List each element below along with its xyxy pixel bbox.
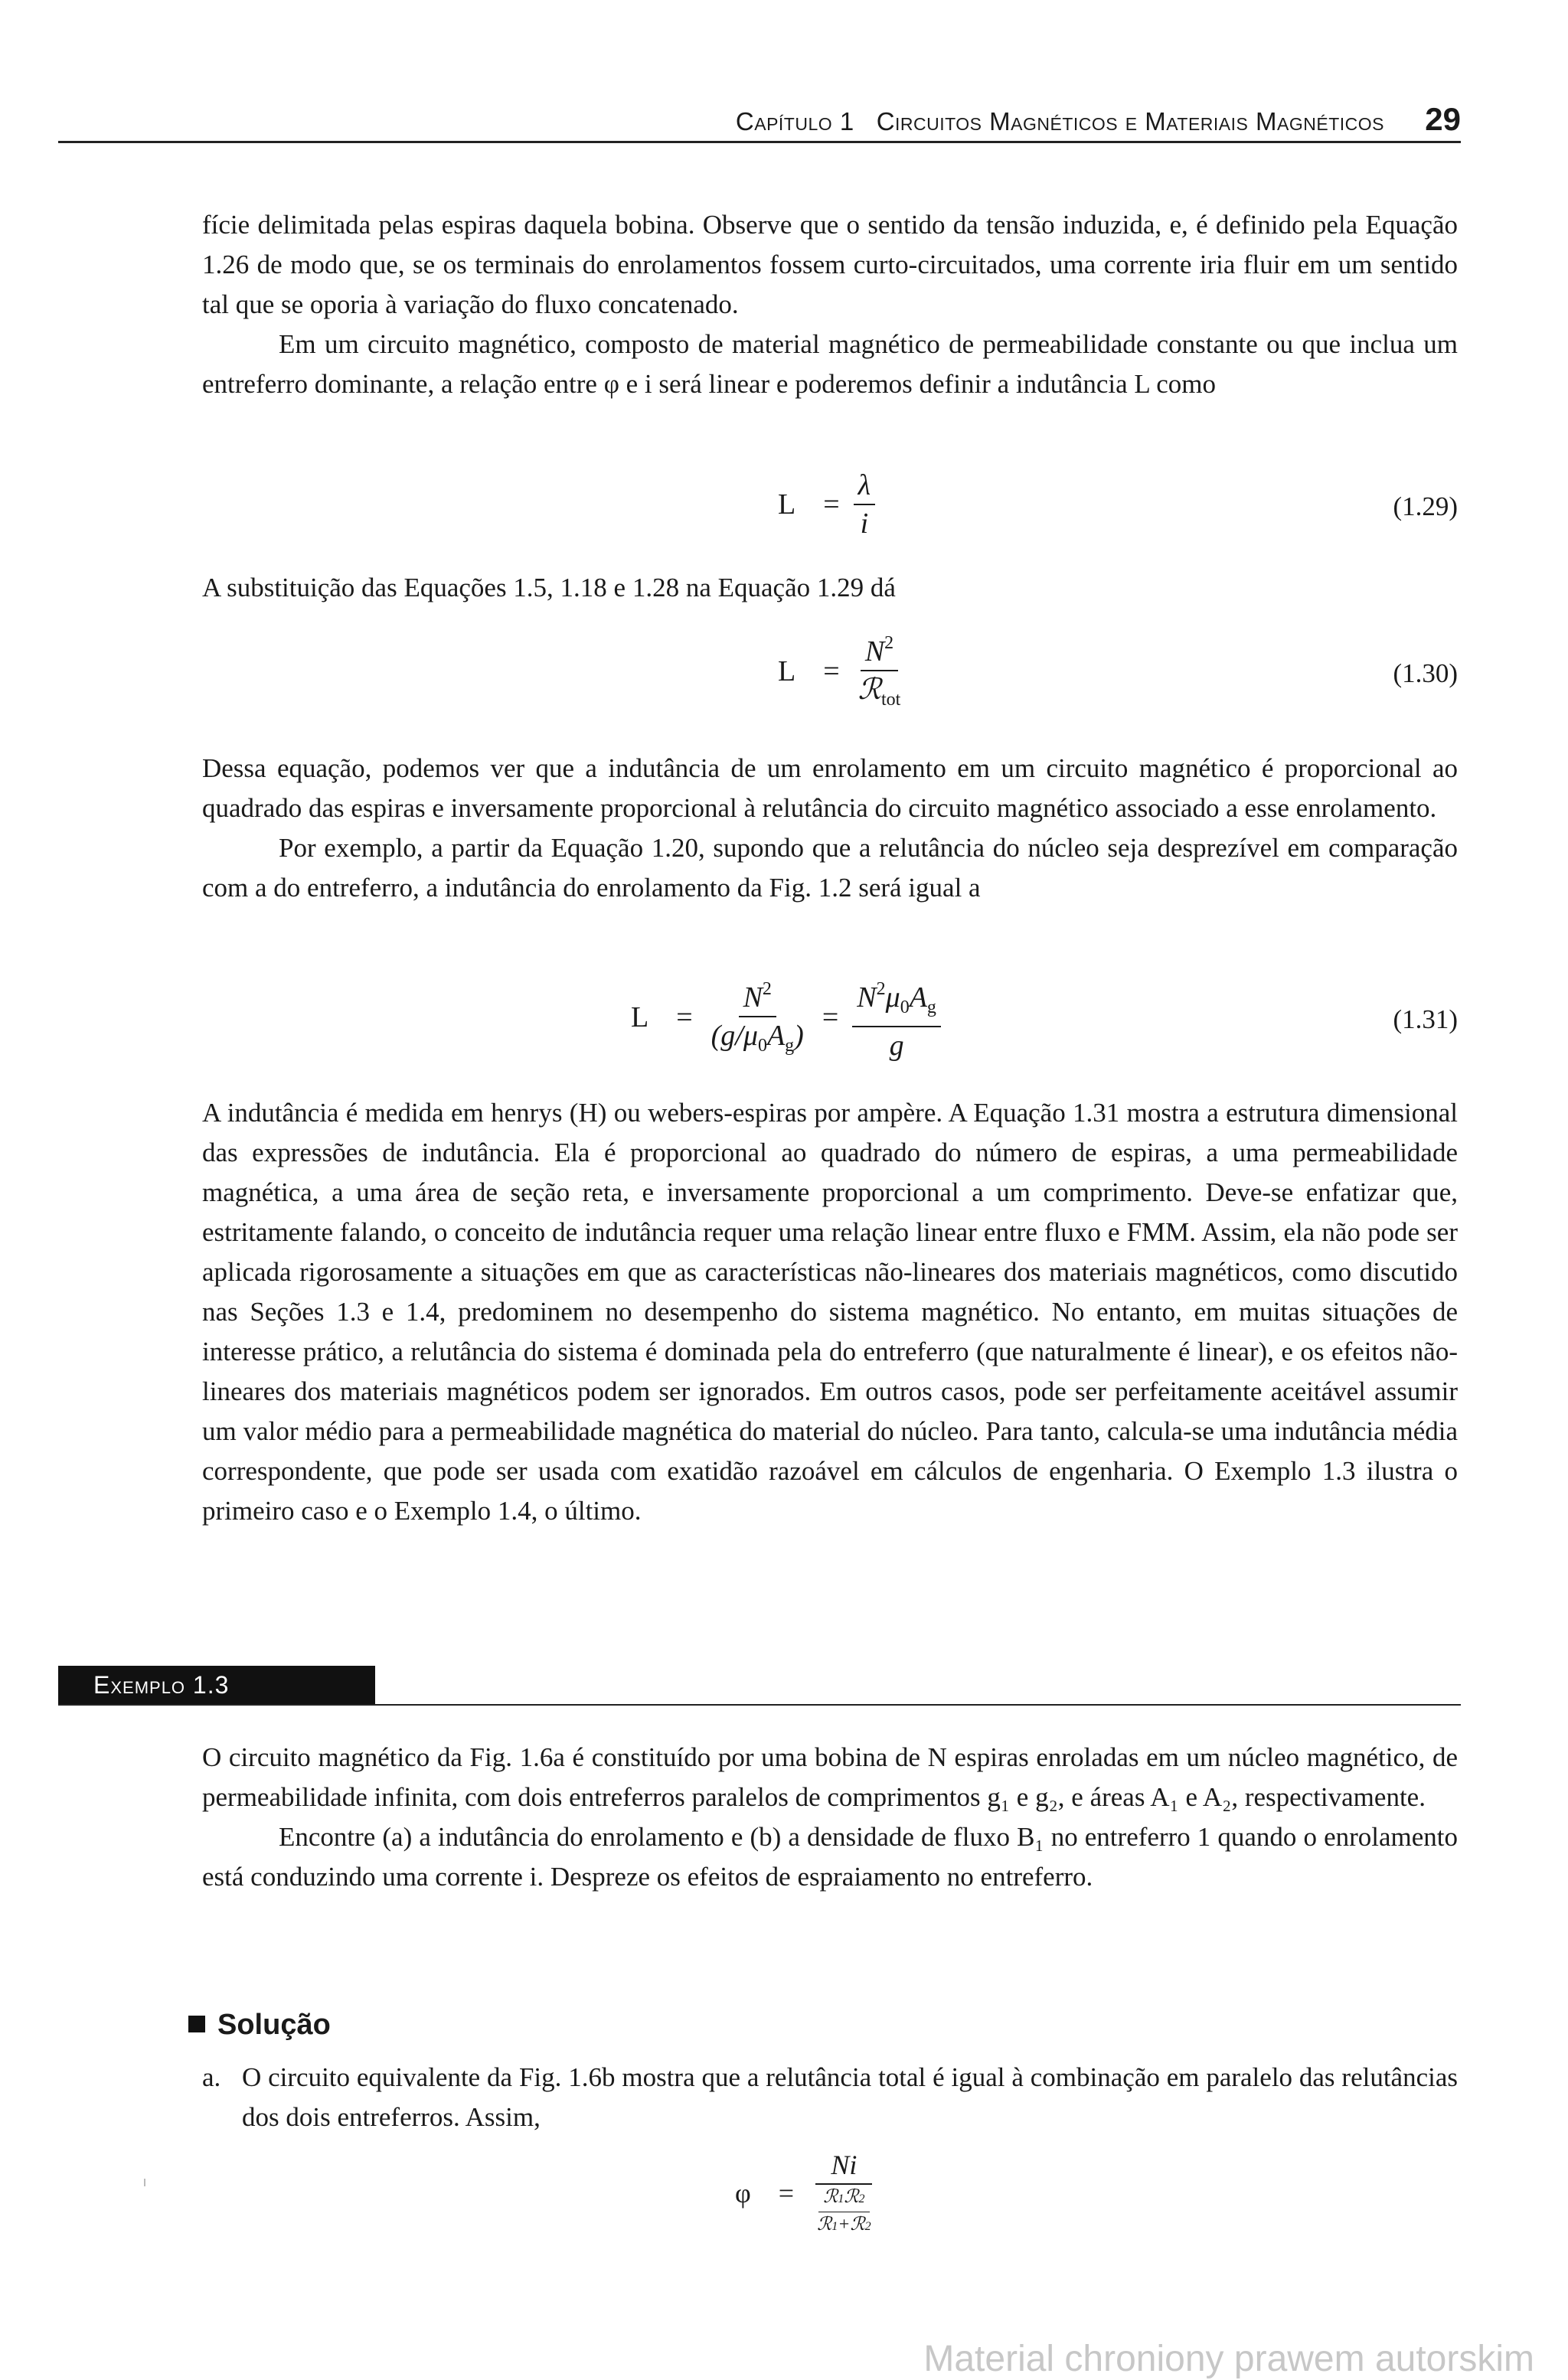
paragraph-block-1 bbox=[202, 205, 1458, 404]
running-header bbox=[58, 90, 1461, 143]
solution-heading-text: Solução bbox=[217, 2009, 331, 2041]
paragraph: Dessa equação, podemos ver que a indutância de um enrolamento em um circuito magnético é proporcional ao quadrado das espiras e inversamente proporcional à relutância do circuito magnético associado a esse enrolamento. bbox=[202, 753, 1458, 823]
flux-formula: φ = $\frac{Ni}{\frac{\text{ℛ1ℛ2}}{\text{ℛ1+ℛ2}}}$ bbox=[735, 2150, 871, 2235]
equation-number: (1.31) bbox=[1393, 1004, 1458, 1034]
inductance-reluctance-formula: L = $\frac{N^2}{ℛ_{tot}}$ bbox=[778, 626, 905, 717]
paragraph: Por exemplo, a partir da Equação 1.20, supondo que a relutância do núcleo seja desprezível em comparação com a do entreferro, a indutância do enrolamento da Fig. 1.2 será igual a bbox=[202, 833, 1458, 903]
square-bullet-icon bbox=[188, 2016, 205, 2032]
list-item-text: O circuito equivalente da Fig. 1.6b mostra que a relutância total é igual à combinação em paralelo das relutâncias dos dois entreferros. Assim, bbox=[242, 2062, 1458, 2132]
solution-heading bbox=[188, 2009, 331, 2042]
equation-1-31 bbox=[202, 972, 1458, 1062]
equation-number: (1.29) bbox=[1393, 491, 1458, 521]
equation-1-29 bbox=[202, 468, 1458, 545]
paragraph: Encontre (a) a indutância do enrolamento e (b) a densidade de fluxo B₁ no entreferro 1 quando o enrolamento está conduzindo uma corrente i. Despreze os efeitos de espraiamento no entreferro. bbox=[202, 1822, 1458, 1892]
list-marker: a. bbox=[202, 2062, 221, 2092]
paragraph: fície delimitada pelas espiras daquela bobina. Observe que o sentido da tensão induzida, e, é definido pela Equação 1.26 de modo que, se os terminais do enrolamentos fossem curto-circuitados, uma corrente iria fluir em um sentido tal que se oporia à variação do fluxo concatenado. bbox=[202, 210, 1458, 319]
example-label: Exemplo 1.3 bbox=[58, 1666, 375, 1704]
margin-mark bbox=[144, 2179, 145, 2186]
paragraph-block-2 bbox=[202, 568, 1458, 608]
equation-1-30 bbox=[202, 626, 1458, 710]
paragraph: A substituição das Equações 1.5, 1.18 e 1.28 na Equação 1.29 dá bbox=[202, 573, 896, 602]
equation-number: (1.30) bbox=[1393, 658, 1458, 688]
page-number: 29 bbox=[1425, 101, 1461, 137]
solution-item-a bbox=[202, 2058, 1458, 2137]
air-gap-inductance-formula: L = $\frac{N^2}{(g/\mu_0A_g)}$ = $\frac{N^2\mu_0A_g}{g}$ bbox=[631, 972, 941, 1063]
paragraph: Em um circuito magnético, composto de material magnético de permeabilidade constante ou que inclua um entreferro dominante, a relação entre φ e i será linear e poderemos definir a indutância L como bbox=[202, 329, 1458, 399]
paragraph-block-3 bbox=[202, 749, 1458, 908]
paragraph: O circuito magnético da Fig. 1.6a é constituído por uma bobina de N espiras enroladas em um núcleo magnético, de permeabilidade infinita, com dois entreferros paralelos de comprimentos g₁ e g₂, e áreas A₁ e A₂, respectivamente. bbox=[202, 1742, 1458, 1812]
example-statement bbox=[202, 1738, 1458, 1897]
copyright-watermark: Material chroniony prawem autorskim bbox=[923, 2339, 1534, 2379]
paragraph-block-4 bbox=[202, 1093, 1458, 1531]
inductance-formula: L = $\frac{\lambda}{i}$ bbox=[778, 468, 875, 540]
example-header-bar bbox=[58, 1666, 1461, 1706]
chapter-label: Capítulo 1 bbox=[735, 107, 854, 135]
chapter-title: Circuitos Magnéticos e Materiais Magnéticos bbox=[876, 107, 1384, 135]
paragraph: A indutância é medida em henrys (H) ou webers-espiras por ampère. A Equação 1.31 mostra a estrutura dimensional das expressões de indutância. Ela é proporcional ao quadrado do número de espiras, a uma permeabilidade magnética, a uma área de seção reta, e inversamente proporcional a um comprimento. Deve-se enfatizar que, estritamente falando, o conceito de indutância requer uma relação linear entre fluxo e FMM. Assim, ela não pode ser aplicada rigorosamente a situações em que as características não-lineares dos materiais magnéticos, como discutido nas Seções 1.3 e 1.4, predominem no desempenho do sistema magnético. No entanto, em muitas situações de interesse prático, a relutância do sistema é dominada pela do entreferro (que naturalmente é linear), e os efeitos não-lineares dos materiais magnéticos podem ser ignorados. Em outros casos, pode ser perfeitamente aceitável assumir um valor médio para a permeabilidade magnética do material do núcleo. Para tanto, calcula-se uma indutância média correspondente, que pode ser usada com exatidão razoável em cálculos de engenharia. O Exemplo 1.3 ilustra o primeiro caso e o Exemplo 1.4, o último. bbox=[202, 1098, 1458, 1526]
header-title bbox=[736, 107, 1384, 136]
